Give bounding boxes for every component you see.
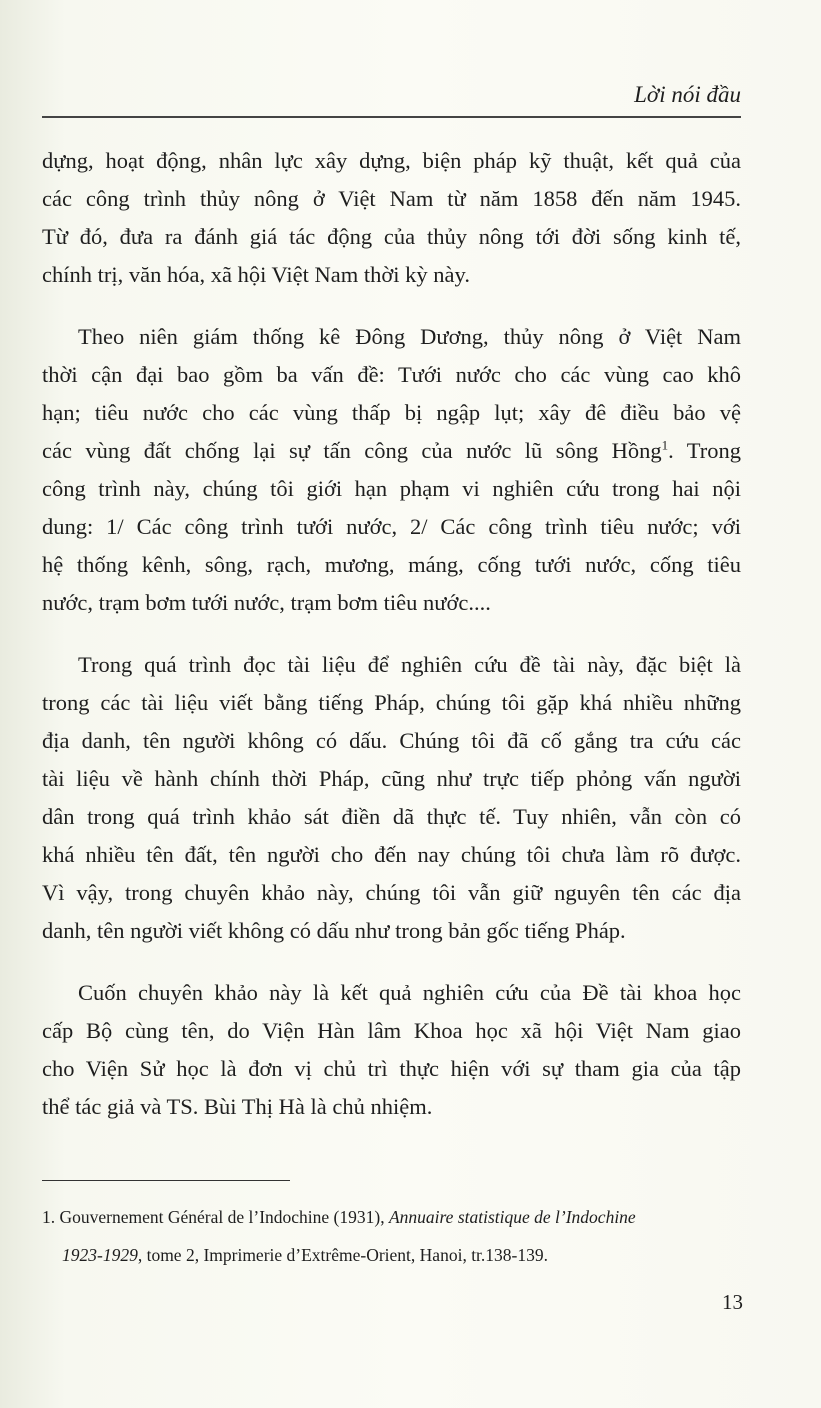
- text-line: hệ thống kênh, sông, rạch, mương, máng, cống tưới nước, cống tiêu: [42, 552, 741, 577]
- text-line: dung: 1/ Các công trình tưới nước, 2/ Các công trình tiêu nước; với: [42, 514, 741, 539]
- footnote-text: , tome 2, Imprimerie d’Extrême-Orient, Hanoi, tr.138-139.: [137, 1245, 548, 1265]
- text-line: cho Viện Sử học là đơn vị chủ trì thực hiện với sự tham gia của tập: [42, 1056, 741, 1081]
- footnote-text: Gouvernement Général de l’Indochine (1931),: [59, 1207, 389, 1227]
- text-segment: . Trong: [668, 438, 741, 463]
- footnote: [42, 1202, 742, 1278]
- page-number: 13: [722, 1290, 743, 1314]
- text-line: trong các tài liệu viết bằng tiếng Pháp, chúng tôi gặp khá nhiều những: [42, 690, 741, 715]
- footnote-title: 1923-1929: [62, 1245, 138, 1265]
- text-line: tài liệu về hành chính thời Pháp, cũng như trực tiếp phỏng vấn người: [42, 766, 741, 791]
- text-line: Theo niên giám thống kê Đông Dương, thủy nông ở Việt Nam: [78, 324, 741, 349]
- text-line: Cuốn chuyên khảo này là kết quả nghiên cứu của Đề tài khoa học: [78, 980, 741, 1005]
- footnote-line: [42, 1240, 742, 1278]
- footnote-ref[interactable]: 1: [661, 437, 669, 453]
- text-line: các công trình thủy nông ở Việt Nam từ năm 1858 đến năm 1945.: [42, 186, 741, 211]
- text-line: Từ đó, đưa ra đánh giá tác động của thủy nông tới đời sống kinh tế,: [42, 224, 741, 249]
- text-line: Trong quá trình đọc tài liệu để nghiên cứu đề tài này, đặc biệt là: [78, 652, 741, 677]
- text-line: cấp Bộ cùng tên, do Viện Hàn lâm Khoa học xã hội Việt Nam giao: [42, 1018, 741, 1043]
- body-text: [42, 142, 741, 1150]
- paragraph-2: [42, 318, 741, 622]
- paragraph-3: [42, 646, 741, 950]
- text-line: dân trong quá trình khảo sát điền dã thực tế. Tuy nhiên, vẫn còn có: [42, 804, 741, 829]
- text-line: địa danh, tên người không có dấu. Chúng tôi đã cố gắng tra cứu các: [42, 728, 741, 753]
- text-line: danh, tên người viết không có dấu như trong bản gốc tiếng Pháp.: [42, 918, 626, 943]
- text-line: hạn; tiêu nước cho các vùng thấp bị ngập lụt; xây đê điều bảo vệ: [42, 400, 741, 425]
- text-line-with-footnote: [42, 432, 741, 470]
- chapter-title: Lời nói đầu: [634, 82, 741, 107]
- footnote-number: 1.: [42, 1207, 56, 1227]
- text-line: khá nhiều tên đất, tên người cho đến nay chúng tôi chưa làm rõ được.: [42, 842, 741, 867]
- running-header: [42, 82, 741, 118]
- paragraph-1: [42, 142, 741, 294]
- text-line: chính trị, văn hóa, xã hội Việt Nam thời kỳ này.: [42, 262, 470, 287]
- text-line: thời cận đại bao gồm ba vấn đề: Tưới nước cho các vùng cao khô: [42, 362, 741, 387]
- footnote-line: [42, 1202, 742, 1240]
- text-line: nước, trạm bơm tưới nước, trạm bơm tiêu nước....: [42, 590, 491, 615]
- footnote-divider: [42, 1180, 290, 1181]
- text-line: dựng, hoạt động, nhân lực xây dựng, biện pháp kỹ thuật, kết quả của: [42, 148, 741, 173]
- text-segment: các vùng đất chống lại sự tấn công của nước lũ sông Hồng: [42, 438, 662, 463]
- text-line: công trình này, chúng tôi giới hạn phạm vi nghiên cứu trong hai nội: [42, 476, 741, 501]
- text-line: thể tác giả và TS. Bùi Thị Hà là chủ nhiệm.: [42, 1094, 433, 1119]
- text-line: Vì vậy, trong chuyên khảo này, chúng tôi vẫn giữ nguyên tên các địa: [42, 880, 741, 905]
- footnote-title: Annuaire statistique de l’Indochine: [388, 1207, 636, 1227]
- paragraph-4: [42, 974, 741, 1126]
